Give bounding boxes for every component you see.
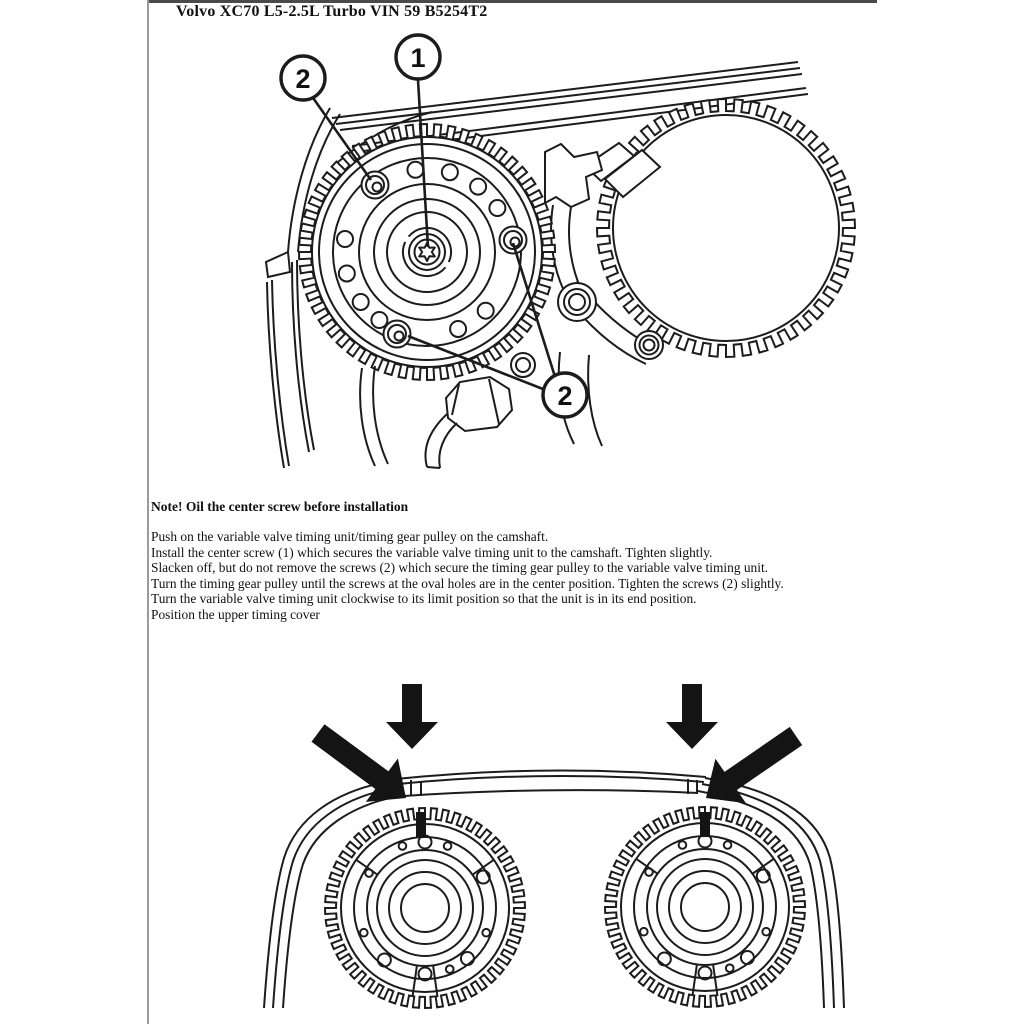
- figure-cover-alignment: [240, 660, 860, 1024]
- callout-1: [396, 35, 440, 79]
- instruction-line: Position the upper timing cover: [151, 606, 320, 622]
- intake-gear-pulley: [325, 808, 525, 1008]
- exhaust-cam-gear: [597, 99, 855, 357]
- instruction-line: Turn the variable valve timing unit clockwise to its limit position so that the unit is in its end position.: [151, 591, 697, 606]
- cover-alignment-diagram: [240, 660, 860, 1024]
- instruction-line: Install the center screw (1) which secures the variable valve timing unit to the camshaft. Tighten slightly.: [151, 544, 713, 560]
- page-title: Volvo XC70 L5-2.5L Turbo VIN 59 B5254T2: [176, 3, 488, 20]
- figure-timing-gear-callouts: [230, 30, 890, 480]
- instruction-list: [151, 529, 784, 622]
- instruction-line: Slacken off, but do not remove the screws (2) which secure the timing gear pulley to the variable valve timing unit.: [151, 560, 769, 575]
- callout-2-upper: [281, 56, 325, 100]
- alignment-arrows: [312, 684, 803, 803]
- timing-gear-diagram: [230, 30, 890, 480]
- instruction-line: Turn the timing gear pulley until the screws at the oval holes are in the center position. Tighten the screws (2) slightly.: [151, 575, 784, 591]
- page-left-border: [147, 0, 149, 1024]
- callout-2-lower-label: 2: [557, 381, 573, 411]
- instruction-line: Push on the variable valve timing unit/timing gear pulley on the camshaft.: [151, 529, 549, 544]
- callout-2-lower: [543, 373, 587, 417]
- callout-2-upper-label: 2: [295, 64, 311, 94]
- callout-1-label: 1: [410, 43, 426, 73]
- note-heading: Note! Oil the center screw before installation: [151, 499, 409, 514]
